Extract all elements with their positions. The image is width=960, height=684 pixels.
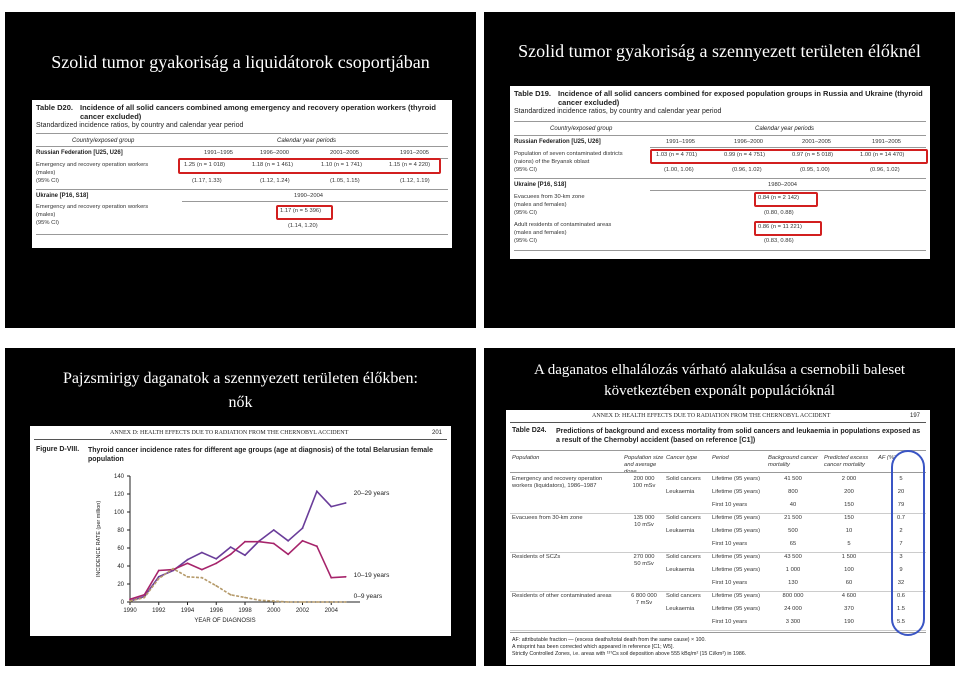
column-header: Population: [512, 455, 540, 461]
average-dose: 7 mSv: [635, 600, 653, 606]
column-header: Cancer type: [666, 455, 698, 461]
data-point: [258, 541, 260, 543]
period: First 10 years: [712, 541, 748, 547]
table-label: Table D20.: [36, 103, 73, 112]
attributable-fraction: 0.6: [896, 593, 906, 599]
excess-mortality: 5: [847, 541, 851, 547]
y-tick-label: 60: [117, 546, 124, 552]
x-tick-label: 2004: [324, 608, 338, 614]
data-point: [244, 541, 246, 543]
data-point: [287, 540, 289, 542]
average-dose: 100 mSv: [632, 483, 656, 489]
period-4: 1991–2005: [400, 150, 430, 156]
x-tick-label: 2000: [267, 608, 281, 614]
background-mortality: 800 000: [782, 593, 804, 599]
ua-row2-ci-label: (95% CI): [514, 238, 537, 244]
page-header: ANNEX D: HEALTH EFFECTS DUE TO RADIATION FROM THE CHERNOBYL ACCIDENT: [592, 413, 831, 419]
data-point: [330, 577, 332, 579]
slide-3-title-line-1: Pajzsmirigy daganatok a szennyezett területen élőkben:: [63, 370, 418, 387]
y-tick-label: 20: [117, 582, 124, 588]
excess-mortality: 10: [845, 528, 853, 534]
column-header: Period: [712, 455, 729, 461]
attributable-fraction: 0.7: [896, 515, 906, 521]
period-4: 1991–2005: [872, 139, 902, 145]
ua-ci: (1.14, 1.20): [288, 223, 318, 229]
slide-2: [484, 12, 955, 328]
cancer-type: Leukaemia: [666, 606, 695, 612]
data-point: [316, 545, 318, 547]
excess-mortality: 190: [844, 619, 854, 625]
incidence-chart: [30, 462, 451, 636]
y-axis-label: INCIDENCE RATE (per million): [96, 500, 102, 578]
data-point: [287, 553, 289, 555]
data-point: [201, 552, 203, 554]
table-d19: [510, 86, 930, 259]
population-size: 135 000: [633, 515, 655, 521]
table-subtitle: Standardized incidence ratios, by country and calendar year period: [514, 108, 722, 115]
ua-value-2: 0.86 (n = 11 221): [758, 224, 802, 230]
ua-value-1: 0.84 (n = 2 142): [758, 195, 800, 201]
slide-3-title-line-2: nők: [228, 394, 253, 411]
data-point: [201, 577, 203, 579]
ua-row-ci-label: (95% CI): [36, 220, 59, 226]
data-point: [158, 570, 160, 572]
series-line-20–29 years: [130, 491, 346, 601]
background-mortality: 21 500: [784, 515, 802, 521]
attributable-fraction: 5.5: [896, 619, 906, 625]
attributable-fraction: 79: [897, 502, 905, 508]
period: Lifetime (95 years): [712, 554, 761, 560]
table-label: Table D19.: [514, 89, 551, 98]
column-header: Population size and average: [624, 455, 664, 468]
population-size: 6 800 000: [631, 593, 657, 599]
data-point: [273, 529, 275, 531]
rf-value-3: 1.10 (n = 1 741): [321, 162, 363, 168]
data-point: [316, 601, 318, 603]
column-header: AF (%): [878, 455, 896, 461]
period-1: 1991–1995: [204, 150, 234, 156]
page-number: 201: [432, 430, 443, 436]
data-point: [302, 540, 304, 542]
rf-row-label: Emergency and recovery operation workers: [36, 162, 149, 168]
series-label: 20–29 years: [353, 490, 390, 497]
data-point: [129, 598, 131, 600]
series-label: 10–19 years: [353, 571, 390, 579]
background-mortality: 41 500: [784, 476, 802, 482]
background-mortality: 1 000: [785, 567, 801, 573]
y-tick-label: 0: [120, 600, 124, 606]
rf-row-ci-label: (95% CI): [36, 178, 59, 184]
data-point: [215, 558, 217, 560]
rf-value-2: 1.18 (n = 1 461): [252, 162, 294, 168]
excess-mortality: 100: [844, 567, 854, 573]
period-3: 2001–2005: [802, 139, 832, 145]
figure-caption: Thyroid cancer incidence rates for different age groups (age at diagnosis) of the total Belarusian female population: [88, 447, 434, 463]
data-point: [230, 553, 232, 555]
ua-ci-1: (0.80, 0.88): [764, 210, 794, 216]
rf-ci-4: (0.96, 1.02): [870, 167, 900, 173]
rf-value-2: 0.99 (n = 4 751): [724, 152, 766, 158]
x-tick-label: 1998: [238, 608, 252, 614]
ua-row2-sub: (males and females): [514, 230, 567, 236]
data-point: [187, 562, 189, 564]
average-dose: 50 mSv: [634, 561, 654, 567]
period: First 10 years: [712, 502, 748, 508]
ua-row2-label: Adult residents of contaminated areas: [514, 222, 612, 228]
note-b: A misprint has been corrected which appeared in reference [C1; W5].: [512, 644, 674, 650]
y-tick-label: 100: [113, 510, 124, 516]
rf-value-1: 1.25 (n = 1 018): [184, 162, 226, 168]
attributable-fraction: 9: [899, 567, 903, 573]
note-c: Strictly Controlled Zones, i.e. areas with ¹³⁷Cs soil deposition above 555 kBq/m² (15 Ci/km²) in 1986.: [512, 651, 747, 657]
background-mortality: 40: [789, 502, 797, 508]
population-name: Residents of SCZs: [512, 554, 561, 560]
slide-4-title-line-1: A daganatos elhalálozás várható alakulása a csernobili baleset: [533, 362, 906, 378]
slide-1-title: Szolid tumor gyakoriság a liquidátorok csoportjában: [51, 52, 430, 72]
x-tick-label: 1992: [152, 608, 166, 614]
page-number: 197: [910, 413, 921, 419]
ua-ci-2: (0.83, 0.86): [764, 238, 794, 244]
background-mortality: 24 000: [784, 606, 802, 612]
period: Lifetime (95 years): [712, 476, 761, 482]
data-point: [345, 502, 347, 504]
column-header: Background cancer mortality: [768, 455, 818, 468]
rf-ci-2: (0.96, 1.02): [732, 167, 762, 173]
data-point: [287, 601, 289, 603]
excess-mortality: 60: [845, 580, 853, 586]
data-point: [302, 601, 304, 603]
x-tick-label: 1990: [123, 608, 137, 614]
data-point: [230, 546, 232, 548]
population-name: Evacuees from 30-km zone: [512, 515, 583, 521]
table-caption: Incidence of all solid cancers combined for exposed population groups in Russia and Ukraine (thyroid cancer excluded): [558, 89, 923, 107]
y-tick-label: 80: [117, 528, 124, 534]
attributable-fraction: 2: [899, 528, 903, 534]
table-d24-body: [506, 410, 930, 665]
ua-row1-sub: (males and females): [514, 202, 567, 208]
ua-row1-ci-label: (95% CI): [514, 210, 537, 216]
table-d24: [506, 410, 930, 665]
period: Lifetime (95 years): [712, 606, 761, 612]
data-point: [345, 601, 347, 603]
row-divider: [510, 630, 926, 631]
population-size: 270 000: [633, 554, 655, 560]
page-header: ANNEX D: HEALTH EFFECTS DUE TO RADIATION FROM THE CHERNOBYL ACCIDENT: [110, 430, 349, 436]
rf-ci-2: (1.12, 1.24): [260, 178, 290, 184]
ua-period: 1990–2004: [294, 193, 324, 199]
data-point: [330, 506, 332, 508]
col-period-header: Calendar year periods: [277, 138, 337, 144]
header-divider: [510, 472, 926, 473]
attributable-fraction: 32: [897, 580, 905, 586]
period: Lifetime (95 years): [712, 489, 761, 495]
period: First 10 years: [712, 619, 748, 625]
population-size: 200 000: [633, 476, 655, 482]
period: Lifetime (95 years): [712, 515, 761, 521]
slide-1: [5, 12, 476, 328]
ua-row-label: Emergency and recovery operation workers: [36, 204, 149, 210]
series-line-10–19 years: [130, 541, 346, 600]
col-group-header: Country/exposed group: [550, 126, 613, 132]
rf-value-4: 1.15 (n = 4 220): [389, 162, 431, 168]
slide-2-title: Szolid tumor gyakoriság a szennyezett területen élőknél: [518, 41, 921, 61]
excess-mortality: 2 000: [841, 476, 857, 482]
data-point: [129, 600, 131, 602]
data-point: [273, 543, 275, 545]
attributable-fraction: 20: [897, 489, 905, 495]
data-point: [158, 576, 160, 578]
ua-header: Ukraine [P16, S18]: [36, 193, 89, 199]
y-tick-label: 120: [113, 492, 124, 498]
ua-period: 1980–2004: [768, 182, 798, 188]
rf-ci-3: (0.95, 1.00): [800, 167, 830, 173]
period-3: 2001–2005: [330, 150, 360, 156]
rf-ci-1: (1.00, 1.06): [664, 167, 694, 173]
rf-value-1: 1.03 (n = 4 701): [656, 152, 698, 158]
figure-d-viii: [30, 426, 451, 636]
data-point: [143, 597, 145, 599]
ua-header: Ukraine [P16, S18]: [514, 182, 567, 188]
row-divider: [510, 513, 926, 514]
af-column-highlight: [891, 450, 925, 636]
rf-ci-1: (1.17, 1.33): [192, 178, 222, 184]
ua-row1-label: Evacuees from 30-km zone: [514, 194, 585, 200]
x-tick-label: 1996: [209, 608, 223, 614]
row-divider: [510, 552, 926, 553]
excess-mortality: 200: [844, 489, 854, 495]
data-point: [345, 576, 347, 578]
period: Lifetime (95 years): [712, 567, 761, 573]
excess-mortality: 1 500: [841, 554, 857, 560]
data-point: [273, 600, 275, 602]
slide-4-title-line-2: következtében exponált populációknál: [604, 383, 835, 399]
background-mortality: 65: [789, 541, 797, 547]
cancer-type: Solid cancers: [666, 515, 701, 521]
x-axis-label: YEAR OF DIAGNOSIS: [194, 618, 256, 624]
slide-3: [5, 348, 476, 666]
data-point: [316, 490, 318, 492]
data-point: [172, 568, 174, 570]
average-dose: 10 mSv: [634, 522, 654, 528]
data-point: [158, 578, 160, 580]
table-label: Table D24.: [512, 427, 547, 434]
data-point: [244, 554, 246, 556]
series-label: 0–9 years: [353, 593, 383, 600]
data-point: [230, 594, 232, 596]
note-a: AF: attributable fraction — (excess deaths/total death from the same cause) × 100.: [512, 637, 706, 643]
figure-label: Figure D-VIII.: [36, 446, 80, 453]
column-header: Predicted excess cancer mortality: [824, 455, 869, 468]
data-point: [302, 527, 304, 529]
attributable-fraction: 7: [899, 541, 903, 547]
population-name: Emergency and recovery operation workers (liquidators), 1986–1987: [512, 476, 603, 489]
data-point: [215, 562, 217, 564]
data-point: [258, 599, 260, 601]
attributable-fraction: 5: [899, 476, 903, 482]
data-point: [215, 585, 217, 587]
background-mortality: 43 500: [784, 554, 802, 560]
col-group-header: Country/exposed group: [72, 138, 135, 144]
ua-value: 1.17 (n = 5 396): [280, 208, 322, 214]
slide-4: [484, 348, 955, 666]
cancer-type: Solid cancers: [666, 593, 701, 599]
period: First 10 years: [712, 580, 748, 586]
table-caption: Incidence of all solid cancers combined among emergency and recovery operation workers (thyroid cancer excluded): [80, 103, 436, 121]
period-2: 1996–2000: [260, 150, 290, 156]
data-point: [187, 576, 189, 578]
cancer-type: Solid cancers: [666, 554, 701, 560]
rf-ci-3: (1.05, 1.15): [330, 178, 360, 184]
x-tick-label: 1994: [180, 608, 195, 614]
rf-row-sub: (raions) of the Bryansk oblast: [514, 159, 590, 165]
x-tick-label: 2002: [295, 608, 310, 614]
rf-row-sub: (males): [36, 170, 56, 176]
background-mortality: 800: [788, 489, 798, 495]
series-line-0–9 years: [130, 569, 346, 602]
cancer-type: Leukaemia: [666, 489, 695, 495]
y-tick-label: 40: [117, 564, 124, 570]
rf-value-4: 1.00 (n = 14 470): [860, 152, 905, 158]
table-caption: Predictions of background and excess mortality from solid cancers and leukaemia in populations exposed as a result of the Chernobyl accident (based on reference [C1]): [556, 428, 921, 444]
attributable-fraction: 3: [899, 554, 903, 560]
data-point: [330, 601, 332, 603]
col-period-header: Calendar year periods: [755, 126, 815, 132]
rf-row-ci-label: (95% CI): [514, 167, 537, 173]
rf-value-3: 0.97 (n = 5 018): [792, 152, 834, 158]
ua-row-sub: (males): [36, 212, 56, 218]
background-mortality: 3 300: [785, 619, 801, 625]
background-mortality: 130: [788, 580, 798, 586]
population-name: Residents of other contaminated areas: [512, 593, 612, 599]
data-point: [143, 594, 145, 596]
y-tick-label: 140: [113, 474, 124, 480]
excess-mortality: 370: [844, 606, 854, 612]
cancer-type: Solid cancers: [666, 476, 701, 482]
rf-row-label: Population of seven contaminated districts: [514, 151, 623, 157]
period: Lifetime (95 years): [712, 528, 761, 534]
period: Lifetime (95 years): [712, 593, 761, 599]
excess-mortality: 150: [844, 502, 854, 508]
row-divider: [510, 591, 926, 592]
cancer-type: Leukaemia: [666, 528, 695, 534]
background-mortality: 500: [788, 528, 798, 534]
data-point: [244, 597, 246, 599]
data-point: [187, 559, 189, 561]
period-1: 1991–1995: [666, 139, 696, 145]
rf-ci-4: (1.12, 1.19): [400, 178, 430, 184]
attributable-fraction: 1.5: [896, 606, 906, 612]
rf-header: Russian Federation [U25, U26]: [36, 150, 123, 156]
excess-mortality: 4 600: [841, 593, 857, 599]
data-point: [201, 569, 203, 571]
table-d20: [32, 100, 452, 248]
cancer-type: Leukaemia: [666, 567, 695, 573]
table-subtitle: Standardized incidence ratios, by country and calendar year period: [36, 122, 244, 129]
excess-mortality: 150: [844, 515, 854, 521]
period-2: 1996–2000: [734, 139, 764, 145]
rf-header: Russian Federation [U25, U26]: [514, 139, 601, 145]
